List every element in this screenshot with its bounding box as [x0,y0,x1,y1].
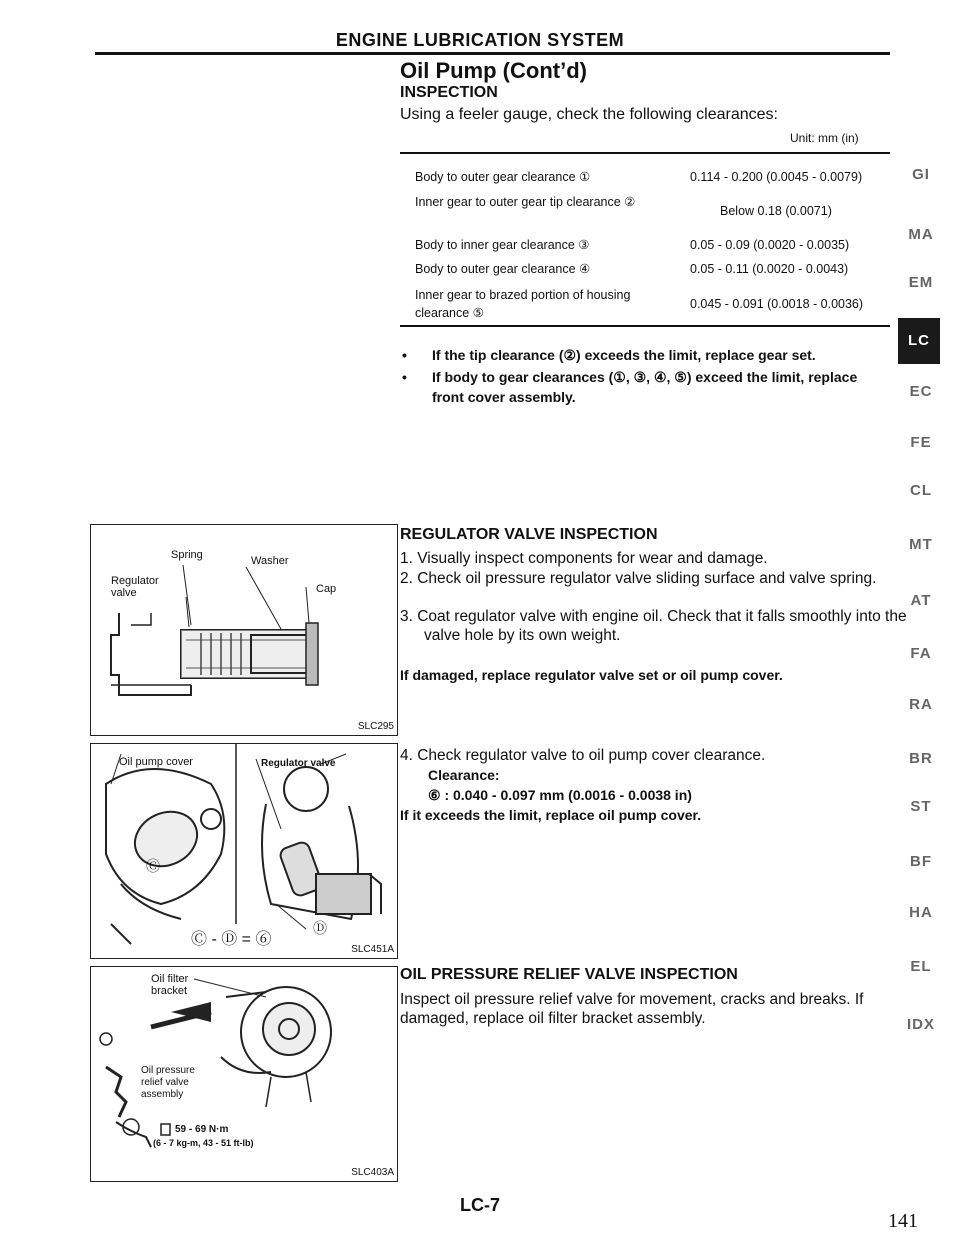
figure-regulator-valve [90,524,398,736]
footer-code: LC-7 [460,1195,500,1215]
regulator-step-3: 3. Coat regulator valve with engine oil. Check that it falls smoothly into the valve hole by its own weight. [400,608,907,644]
unit-label: Unit: mm (in) [790,131,859,145]
label-oil-filter-bracket: Oil filter bracket [151,973,189,997]
intro-text: Using a feeler gauge, check the following clearances: [400,106,778,123]
clearance-row-1-value: 0.114 - 0.200 (0.0045 - 0.0079) [690,170,863,184]
figure-clearance-measure [90,743,398,959]
sidetab-mt[interactable]: MT [909,536,933,553]
sidetab-ha[interactable]: HA [909,904,933,921]
clearance-label: Clearance: [428,767,500,783]
inspection-subtitle: INSPECTION [400,84,498,101]
section-header: ENGINE LUBRICATION SYSTEM [335,30,625,50]
clearance-row-2-label: Inner gear to outer gear tip clearance ② [415,195,636,209]
bullet-body-clearance: • If body to gear clearances (①, ③, ④, ⑤) exceed the limit, replace front cover assembly. [402,369,858,405]
page-number: 141 [888,1210,918,1232]
regulator-warning-2: If it exceeds the limit, replace oil pump cover. [400,807,702,823]
label-oil-pump-cover: Oil pump cover [119,756,193,768]
label-spring: Spring [171,549,203,561]
label-relief-valve-assembly: Oil pressure relief valve assembly [141,1065,195,1100]
clearance-value: ⑥ : 0.040 - 0.097 mm (0.0016 - 0.0038 in) [428,787,692,803]
regulator-step-2: 2. Check oil pressure regulator valve sliding surface and valve spring. [400,570,877,587]
clearance-row-1-label: Body to outer gear clearance ① [415,170,591,184]
sidetab-ra[interactable]: RA [909,696,933,713]
figure-code-1: SLC295 [357,721,394,732]
label-torque-nm: 59 - 69 N·m [175,1124,229,1135]
label-c-marker: Ⓒ [146,858,160,874]
label-regulator-valve: Regulator valve [111,575,159,599]
label-washer: Washer [251,555,289,567]
clearance-row-5-value: 0.045 - 0.091 (0.0018 - 0.0036) [690,297,864,311]
figure-code-3: SLC403A [351,1167,394,1178]
bullet-tip-clearance: • If the tip clearance (②) exceeds the limit, replace gear set. [402,347,816,363]
label-regulator-valve-2: Regulator valve [261,758,336,769]
sidetab-bf[interactable]: BF [910,853,932,870]
sidetab-idx[interactable]: IDX [906,1016,935,1033]
sidetab-em[interactable]: EM [908,274,934,291]
sidetab-ma[interactable]: MA [908,226,934,243]
sidetab-fe[interactable]: FE [910,434,932,451]
sidetab-el[interactable]: EL [910,958,932,975]
relief-text: Inspect oil pressure relief valve for movement, cracks and breaks. If damaged, replace oil filter bracket assembly. [400,991,864,1027]
label-torque-kgm: (6 - 7 kg-m, 43 - 51 ft-lb) [153,1138,254,1148]
label-cap: Cap [316,583,337,595]
clearance-row-4-value: 0.05 - 0.11 (0.0020 - 0.0043) [690,262,849,276]
regulator-valve-illustration [91,525,397,735]
table-top-rule [400,152,890,154]
figure-code-2: SLC451A [351,944,394,955]
table-bottom-rule [400,325,890,327]
label-formula: Ⓒ - Ⓓ = ⑥ [191,931,272,948]
sidetab-fa[interactable]: FA [910,645,932,662]
sidetab-lc[interactable]: LC [898,318,940,364]
relief-valve-illustration [91,967,397,1181]
header-rule [95,52,890,55]
sidetab-br[interactable]: BR [909,750,933,767]
regulator-step-1: 1. Visually inspect components for wear and damage. [400,550,768,567]
regulator-warning: If damaged, replace regulator valve set or oil pump cover. [400,667,783,683]
figure-relief-valve [90,966,398,1182]
sidetab-cl[interactable]: CL [910,482,932,499]
sidetab-at[interactable]: AT [910,592,932,609]
regulator-heading: REGULATOR VALVE INSPECTION [400,526,658,543]
page-title: Oil Pump (Cont’d) [400,58,587,83]
label-d-marker: Ⓓ [313,920,327,936]
clearance-row-4-label: Body to outer gear clearance ④ [415,262,591,276]
clearance-row-5-label: Inner gear to brazed portion of housing clearance ⑤ [415,288,631,320]
relief-heading: OIL PRESSURE RELIEF VALVE INSPECTION [400,966,738,983]
sidetab-st[interactable]: ST [910,798,932,815]
sidetab-gi[interactable]: GI [912,166,930,183]
clearance-row-3-value: 0.05 - 0.09 (0.0020 - 0.0035) [690,238,850,252]
clearance-row-3-label: Body to inner gear clearance ③ [415,238,590,252]
sidetab-ec[interactable]: EC [909,383,933,400]
regulator-step-4: 4. Check regulator valve to oil pump cover clearance. [400,747,766,764]
clearance-row-2-value: Below 0.18 (0.0071) [720,204,832,218]
